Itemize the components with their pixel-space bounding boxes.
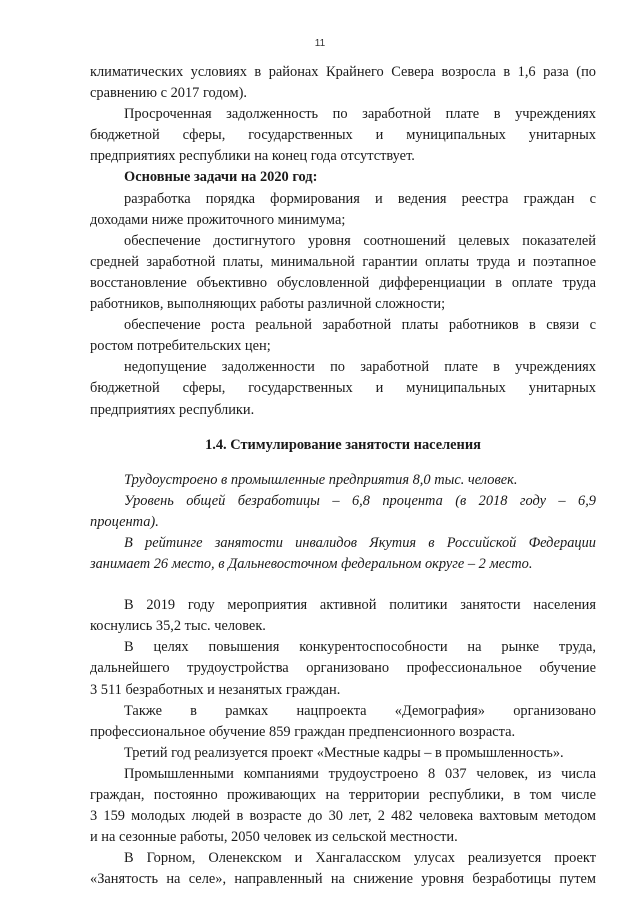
highlight-line: Трудоустроено в промышленные предприятия 8,0 тыс. человек. (124, 471, 518, 488)
text-line: 3 159 молодых людей в возрасте до 30 лет, 2 482 человека вахтовым методом (90, 808, 596, 825)
task-item (90, 231, 596, 315)
highlight-line: В рейтинге занятости инвалидов Якутия в Российской Федерации (124, 534, 596, 551)
text-line: граждан, постоянно проживающих на территории республики, в том числе (90, 787, 596, 803)
text-line: Промышленными компаниями трудоустроено 8 037 человек, из числа (124, 765, 596, 782)
paragraph-continuation (90, 62, 596, 104)
text-line: бюджетной сферы, государственных и муниципальных унитарных (90, 127, 596, 144)
paragraph-training (90, 637, 596, 700)
text-line: средней заработной платы, минимальной гарантии оплаты труда и поэтапное (90, 253, 596, 270)
task-item (90, 315, 596, 357)
highlight-block (90, 470, 596, 575)
paragraph-local-staff (90, 743, 596, 764)
paragraph-activity (90, 595, 596, 637)
text-line: доходами ниже прожиточного минимума; (90, 211, 346, 228)
text-line: работников, выполняющих работы различной сложности; (90, 296, 446, 313)
section-title: 1.4. Стимулирование занятости населения (205, 436, 481, 453)
text-line: обеспечение роста реальной заработной платы работников в связи с (124, 317, 596, 334)
text-line: восстановление объективно обусловленной дифференциации в оплате труда (90, 274, 596, 291)
highlight-line: процента). (90, 513, 159, 530)
text-line: бюджетной сферы, государственных и муниципальных унитарных (90, 380, 596, 397)
task-item (90, 357, 596, 420)
tasks-heading: Основные задачи на 2020 год: (124, 169, 318, 186)
text-line: сравнению с 2017 годом). (90, 85, 248, 102)
text-line: Третий год реализуется проект «Местные кадры – в промышленность». (124, 744, 564, 761)
paragraph-arrears (90, 104, 596, 167)
text-line: коснулись 35,2 тыс. человек. (90, 618, 266, 635)
text-line: и на сезонные работы, 2050 человек из сельской местности. (90, 829, 458, 846)
text-line: разработка порядка формирования и ведения реестра граждан с (124, 190, 596, 207)
text-line: недопущение задолженности по заработной плате в учреждениях (124, 359, 596, 376)
document-body (90, 62, 596, 890)
text-line: предприятиях республики. (90, 401, 255, 418)
paragraph-employment (90, 764, 596, 848)
text-line: Просроченная задолженность по заработной плате в учреждениях (124, 106, 596, 123)
text-line: В Горном, Оленекском и Хангаласском улусах реализуется проект (124, 850, 596, 867)
task-item (90, 189, 596, 231)
text-line: ростом потребительских цен; (90, 338, 271, 355)
text-line: 3 511 безработных и незанятых граждан. (90, 681, 341, 698)
page-number: 11 (314, 38, 326, 49)
highlight-line: Уровень общей безработицы – 6,8 процента (в 2018 году – 6,9 (124, 492, 596, 509)
text-line: Также в рамках нацпроекта «Демография» организовано (124, 702, 596, 719)
paragraph-demography (90, 701, 596, 743)
highlight-line: занимает 26 место, в Дальневосточном федеральном округе – 2 место. (90, 556, 533, 573)
text-line: профессиональное обучение 859 граждан предпенсионного возраста. (90, 723, 516, 740)
text-line: предприятиях республики на конец года отсутствует. (90, 148, 415, 165)
text-line: В 2019 году мероприятия активной политики занятости населения (124, 597, 596, 614)
paragraph-rural (90, 848, 596, 890)
text-line: климатических условиях в районах Крайнего Севера возросла в 1,6 раза (по (90, 64, 596, 80)
text-line: В целях повышения конкурентоспособности на рынке труда, (124, 639, 596, 656)
text-line: обеспечение достигнутого уровня соотношений целевых показателей (124, 232, 596, 249)
text-line: «Занятость на селе», направленный на снижение уровня безработицы путем (90, 871, 596, 888)
text-line: дальнейшего трудоустройства организовано профессиональное обучение (90, 660, 596, 677)
